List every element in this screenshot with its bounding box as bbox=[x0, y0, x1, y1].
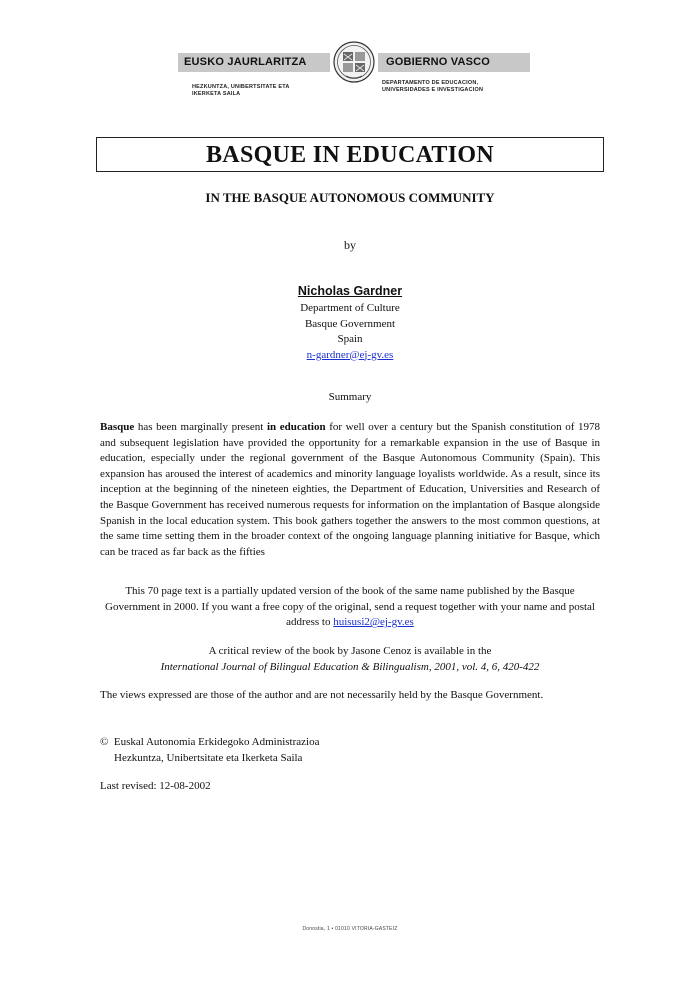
author-email-link[interactable]: n-gardner@ej-gv.es bbox=[306, 348, 394, 361]
abstract-paragraph bbox=[100, 420, 600, 560]
abstract-text-a: has been marginally present bbox=[134, 421, 267, 433]
abstract-bold-basque: Basque bbox=[100, 421, 135, 433]
byline-by: by bbox=[344, 238, 356, 252]
views-disclaimer bbox=[100, 688, 600, 704]
version-note-text: This 70 page text is a partially updated version of the book of the same name published by the Basque Government in 2000. If you want a free copy of the original, send a request together with your name and postal address to bbox=[105, 585, 595, 629]
letterhead-left-dept-line1: HEZKUNTZA, UNIBERTSITATE ETA bbox=[192, 84, 290, 90]
letterhead-right-dept-line2: UNIVERSIDADES E INVESTIGACION bbox=[382, 87, 484, 93]
letterhead-right-department bbox=[382, 80, 483, 94]
basque-coat-of-arms-icon bbox=[332, 40, 376, 84]
page-footer-address: Donostia, 1 • 01010 VITORIA-GASTEIZ bbox=[302, 926, 398, 932]
abstract-bold-education: in education bbox=[266, 421, 326, 433]
copyright-line2: Hezkuntza, Unibertsitate eta Ikerketa Saila bbox=[114, 751, 303, 764]
last-revised: Last revised: 12-08-2002 bbox=[100, 780, 211, 792]
request-email-link[interactable]: huisusi2@ej-gv.es bbox=[333, 616, 414, 629]
review-line1: A critical review of the book by Jasone Cenoz is available in the bbox=[208, 645, 492, 657]
copyright-line1: Euskal Autonomia Erkidegoko Administrazioa bbox=[113, 736, 320, 748]
version-note-paragraph bbox=[104, 584, 596, 631]
author-country: Spain bbox=[337, 333, 363, 345]
letterhead-right-dept-line1: DEPARTAMENTO DE EDUCACION, bbox=[382, 80, 479, 86]
copyright-block bbox=[100, 735, 500, 766]
copyright-symbol: © bbox=[100, 736, 109, 748]
document-subtitle: IN THE BASQUE AUTONOMOUS COMMUNITY bbox=[205, 190, 495, 205]
review-paragraph bbox=[100, 644, 600, 675]
author-name: Nicholas Gardner bbox=[297, 284, 403, 298]
views-text: The views expressed are those of the author and are not necessarily held by the Basque Government. bbox=[100, 689, 544, 701]
abstract-text-b: for well over a century but the Spanish constitution of 1978 and subsequent legislation have provided the opportunity for a remarkable expansion in the use of Basque in education, especially under the regional government of the Basque Autonomous Community (Spain). This expansion has aroused the interest of academics and minority language loyalists worldwide. As a result, since its inception at the beginning of the nineteen eighties, the Department of Education, Universities and Research of the Basque Government has received numerous requests for information on the implantation of Basque alongside Spanish in the local education system. This book gathers together the answers to the most common questions, at the same time setting them in the broader context of the ongoing language planning initiative for Basque, which can be traced as far back as the fifties bbox=[100, 421, 601, 558]
letterhead-right-name: GOBIERNO VASCO bbox=[378, 53, 530, 72]
summary-heading: Summary bbox=[328, 391, 372, 403]
review-journal-citation: International Journal of Bilingual Education & Bilingualism, 2001, vol. 4, 6, 420-422 bbox=[160, 660, 540, 673]
author-organization: Basque Government bbox=[304, 317, 396, 330]
document-title: BASQUE IN EDUCATION bbox=[96, 137, 604, 172]
author-affiliation bbox=[0, 301, 700, 363]
letterhead-left-dept-line2: IKERKETA SAILA bbox=[192, 91, 241, 97]
letterhead-left-name: EUSKO JAURLARITZA bbox=[178, 53, 330, 72]
author-department: Department of Culture bbox=[300, 302, 400, 314]
letterhead bbox=[178, 40, 530, 104]
letterhead-left-department bbox=[192, 84, 290, 98]
